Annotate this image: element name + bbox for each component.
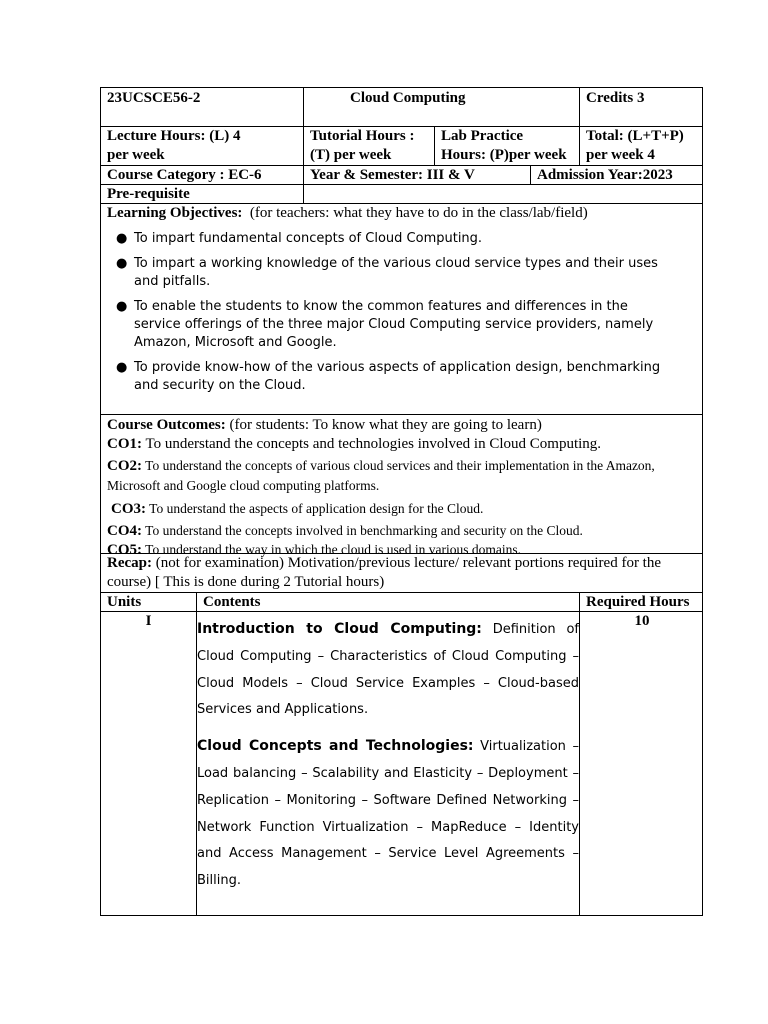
category-row (100, 165, 703, 184)
outcome-co4: CO4: To understand the concepts involved in benchmarking and security on the Cloud. (107, 523, 583, 539)
unit-hours: 10 (579, 612, 704, 915)
outcome-co3: CO3: To understand the aspects of application design for the Cloud. (111, 501, 484, 517)
admission-year: Admission Year:2023 (530, 166, 704, 184)
course-title: Cloud Computing (303, 88, 579, 126)
unit-number: I (145, 613, 152, 629)
tutorial-hours: Tutorial Hours : (T) per week (303, 127, 434, 165)
list-item: ● To impart fundamental concepts of Cloud Computing. (116, 231, 483, 246)
units-header: Units (107, 594, 142, 610)
bullet-icon: ● (116, 299, 128, 314)
bullet-icon: ● (116, 360, 128, 375)
recap-text: Recap: (not for examination) Motivation/previous lecture/ relevant portions required for the course) [ This is done during 2 Tutorial hours) (107, 555, 662, 590)
hours-row (100, 126, 703, 165)
course-code: 23UCSCE56-2 (107, 90, 201, 106)
outcome-co5: CO5: To understand the way in which the cloud is used in various domains. (107, 542, 522, 558)
unit-section-2: Cloud Concepts and Technologies: Virtualization – Load balancing – Scalability and Elasticity – Deployment – Replication – Monitoring – Software Defined Networking – Network Function Virtualization – MapReduce – Identity and Access Management – Service Level Agreements – Billing. (197, 738, 579, 889)
list-item: ● To impart a working knowledge of the various cloud service types and their uses and pitfalls. (116, 256, 658, 289)
outcome-co1: CO1: To understand the concepts and technologies involved in Cloud Computing. (107, 436, 602, 452)
course-outcomes-heading: Course Outcomes: (for students: To know what they are going to learn) (107, 417, 542, 433)
header-row (100, 87, 703, 126)
unit-contents (196, 612, 579, 915)
course-category: Course Category : EC-6 (107, 167, 262, 183)
course-outcomes-section (100, 414, 703, 558)
prerequisite-row (100, 184, 703, 203)
lab-hours: Lab Practice Hours: (P)per week (434, 127, 579, 165)
list-item: ● To enable the students to know the common features and differences in the service offerings of the three major Cloud Computing service providers, namely Amazon, Microsoft and Google. (116, 299, 654, 350)
bullet-icon: ● (116, 256, 128, 271)
credits: Credits 3 (579, 88, 704, 126)
prerequisite-value (303, 185, 704, 203)
learning-objectives-heading: Learning Objectives: (for teachers: what they have to do in the class/lab/field) (107, 205, 588, 221)
contents-header: Contents (196, 593, 579, 611)
learning-objectives-section (100, 203, 703, 414)
year-semester: Year & Semester: III & V (303, 166, 530, 184)
units-header-row (100, 592, 703, 611)
lecture-hours: Lecture Hours: (L) 4 per week (107, 128, 241, 163)
list-item: ● To provide know-how of the various aspects of application design, benchmarking and security on the Cloud. (116, 360, 661, 393)
total-hours: Total: (L+T+P) per week 4 (579, 127, 704, 165)
recap-section (100, 553, 703, 592)
bullet-icon: ● (116, 231, 128, 246)
unit-section-1: Introduction to Cloud Computing: Definition of Cloud Computing – Characteristics of Cloud Computing – Cloud Models – Cloud Service Examples – Cloud-based Services and Applications. (197, 621, 579, 718)
prerequisite-label: Pre-requisite (107, 186, 190, 202)
outcome-co2: CO2: To understand the concepts of various cloud services and their implementation in the Amazon, Microsoft and Google cloud computing platforms. (107, 458, 655, 493)
table-row (100, 611, 703, 916)
learning-objectives-list (107, 230, 696, 395)
required-hours-header: Required Hours (579, 593, 704, 611)
